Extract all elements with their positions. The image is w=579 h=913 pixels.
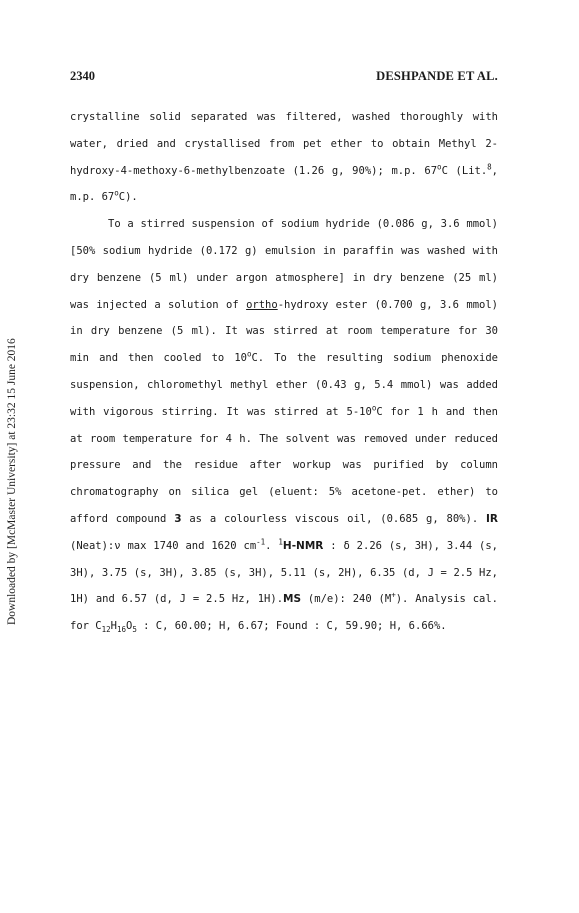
- download-watermark: Downloaded by [McMaster University] at 23:32 15 June 2016: [6, 338, 18, 625]
- text-run: ). Analysis cal. for C: [70, 593, 498, 633]
- text-run: (m/e): 240 (M: [301, 593, 392, 606]
- article-body: [70, 104, 498, 640]
- nmr-superscript: 1: [278, 537, 283, 547]
- degree-superscript: o: [437, 162, 442, 172]
- nmr-label: H-NMR: [282, 539, 324, 552]
- page-number: 2340: [70, 69, 95, 83]
- text-run: as a colourless viscous oil, (0.685 g, 80%).: [181, 512, 486, 525]
- text-run: C (Lit.: [441, 164, 488, 177]
- page-header: [70, 69, 498, 87]
- text-run: To a stirred suspension of sodium hydride (0.086 g, 3.6 mmol) [50% sodium hydride (0.172 g) emulsion in paraffin was washed with dry benzene (5 ml) under argon atmosphere] in dry benzene (25 ml) was injected a solution of: [70, 218, 498, 311]
- ortho-underlined: ortho: [246, 298, 278, 311]
- text-run: C for 1 h and then at room temperature for 4 h. The solvent was removed under reduced pressure and the residue after workup was purified by column chromatography on silica gel (eluent: 5% acetone-pet. ether) to afford compound: [70, 405, 498, 525]
- charge-superscript: +: [391, 590, 396, 600]
- text-run: , m.p. 67: [70, 164, 498, 204]
- degree-superscript: o: [114, 188, 119, 198]
- reference-superscript: 8: [487, 162, 492, 172]
- text-run: C).: [118, 191, 138, 204]
- degree-superscript: o: [371, 403, 377, 413]
- text-run: (Neat):ν max 1740 and 1620 cm: [70, 539, 257, 552]
- paragraph-2: [70, 211, 498, 640]
- formula-element: H: [110, 620, 117, 633]
- formula-element: O: [126, 620, 133, 633]
- unit-exponent: -1: [256, 537, 266, 547]
- text-run: -hydroxy ester (0.700 g, 3.6 mmol) in dry benzene (5 ml). It was stirred at room temperature for 30 min and then cooled to 10: [70, 298, 499, 365]
- paragraph-1: [70, 104, 498, 211]
- ir-label: IR: [485, 512, 498, 525]
- formula-subscript: 16: [116, 625, 126, 635]
- text-run: crystalline solid separated was filtered, washed thoroughly with water, dried and crystallised from pet ether to obtain Methyl 2-hydroxy-4-methoxy-6-methylbenzoate (1.26 g, 90%); m.p. 67: [70, 111, 498, 177]
- formula-subscript: 5: [132, 625, 137, 635]
- text-run: : δ 2.26 (s, 3H), 3.44 (s, 3H), 3.75 (s, 3H), 3.85 (s, 3H), 5.11 (s, 2H), 6.35 (d, J = 2.5 Hz, 1H) and 6.57 (d, J = 2.5 Hz, 1H).: [70, 539, 498, 606]
- running-head: DESHPANDE ET AL.: [376, 69, 498, 83]
- formula-subscript: 12: [101, 625, 111, 635]
- compound-number: 3: [174, 512, 182, 525]
- text-run: .: [265, 539, 279, 552]
- ms-label: MS: [283, 593, 302, 606]
- text-run: C. To the resulting sodium phenoxide suspension, chloromethyl methyl ether (0.43 g, 5.4 mmol) was added with vigorous stirring. It was stirred at 5-10: [70, 352, 498, 418]
- degree-superscript: o: [246, 349, 252, 359]
- text-run: : C, 60.00; H, 6.67; Found : C, 59.90; H, 6.66%.: [136, 620, 447, 633]
